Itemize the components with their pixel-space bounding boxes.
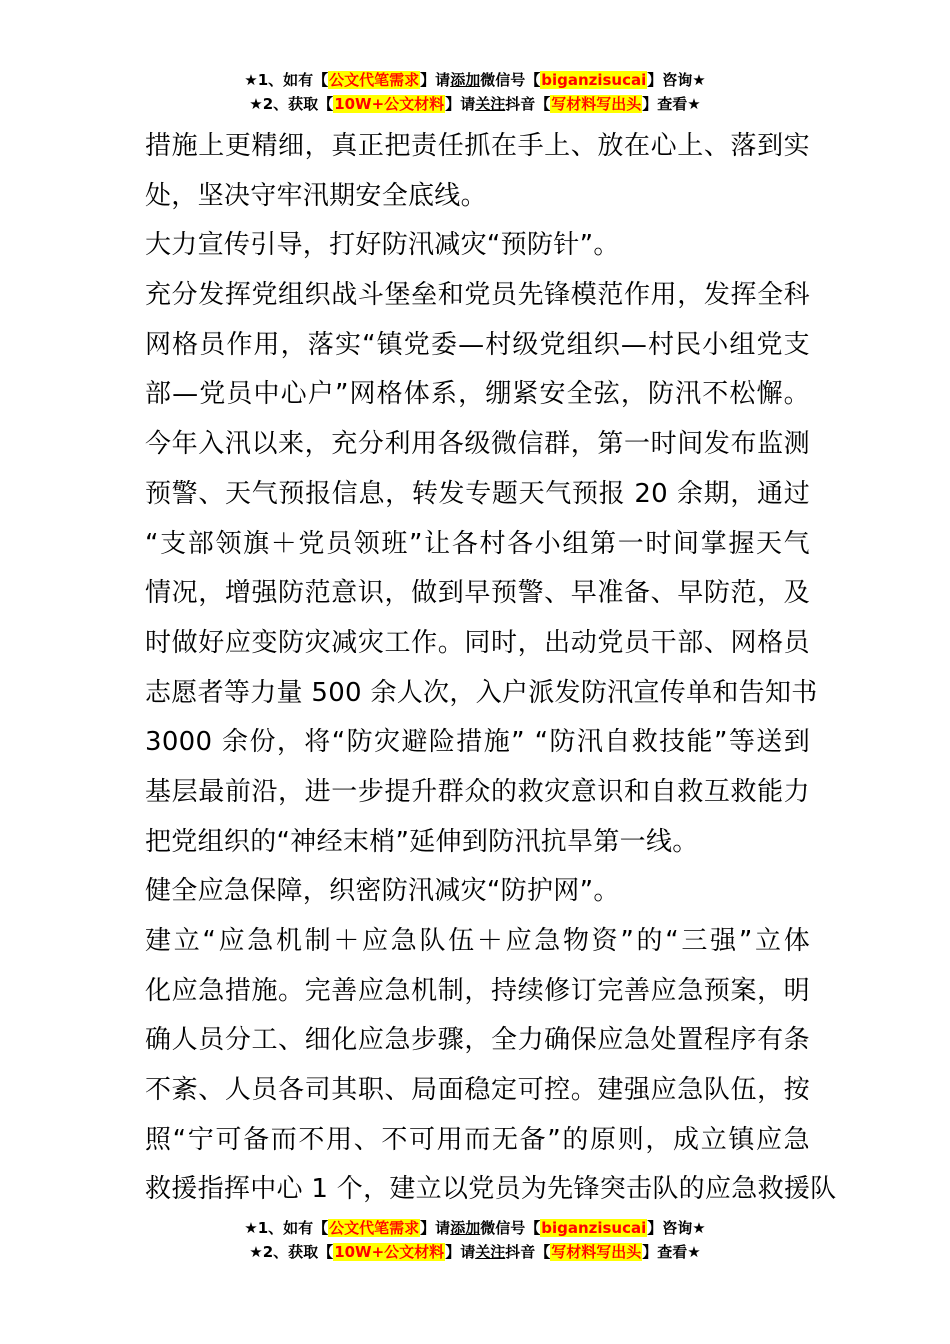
banner-text: 】查看★ (642, 95, 701, 113)
text-line: 化应急措施。完善应急机制，持续修订完善应急预案，明 (145, 975, 810, 1006)
text-line: 基层最前沿，进一步提升群众的救灾意识和自救互救能力 (145, 776, 810, 807)
banner-text: 】咨询★ (647, 71, 706, 89)
highlight-text: 公文代笔需求 (329, 71, 420, 89)
underlined-text: 添加 (450, 1219, 481, 1237)
text-line: 3000 余份，将“防灾避险措施” “防汛自救技能”等送到 (145, 727, 810, 758)
highlight-text: 公文代笔需求 (329, 1219, 420, 1237)
banner-line-2 (0, 1240, 950, 1264)
text-line: 今年入汛以来，充分利用各级微信群，第一时间发布监测 (145, 429, 810, 460)
text-line: 建立“应急机制＋应急队伍＋应急物资”的“三强”立体 (145, 926, 810, 956)
douyin-account: 写材料写出头 (551, 95, 642, 113)
section-heading: 健全应急保障，织密防汛减灾“防护网”。 (145, 876, 620, 907)
banner-text: 抖音【 (505, 95, 551, 113)
wechat-id: biganzisucai (541, 1219, 647, 1237)
text-line: “支部领旗＋党员领班”让各村各小组第一时间掌握天气 (145, 528, 810, 559)
douyin-account: 写材料写出头 (551, 1243, 642, 1261)
text-line: 情况，增强防范意识，做到早预警、早准备、早防范，及 (145, 578, 810, 609)
text-line: 救援指挥中心 1 个，建立以党员为先锋突击队的应急救援队 (145, 1174, 837, 1205)
underlined-text: 添加 (450, 71, 481, 89)
banner-text: ★2、获取【 (249, 1243, 334, 1261)
text-line: 把党组织的“神经末梢”延伸到防汛抗旱第一线。 (145, 826, 699, 857)
banner-text: 微信号【 (480, 71, 541, 89)
text-line: 照“宁可备而不用、不可用而无备”的原则，成立镇应急 (145, 1124, 810, 1155)
banner-text: 】请 (445, 1243, 476, 1261)
banner-text: ★2、获取【 (249, 95, 334, 113)
underlined-text: 关注 (475, 95, 506, 113)
text-line: 志愿者等力量 500 余人次，入户派发防汛宣传单和告知书 (145, 677, 818, 708)
banner-text: ★1、如有【 (244, 71, 329, 89)
banner-line-2 (0, 92, 950, 116)
banner-line-1 (0, 68, 950, 92)
text-line: 措施上更精细，真正把责任抓在手上、放在心上、落到实 (145, 131, 810, 161)
banner-text: 抖音【 (505, 1243, 551, 1261)
banner-text: 】请 (420, 71, 451, 89)
wechat-id: biganzisucai (541, 71, 647, 89)
banner-line-1 (0, 1216, 950, 1240)
header-banner (0, 68, 950, 116)
text-line: 确人员分工、细化应急步骤，全力确保应急处置程序有条 (145, 1025, 810, 1056)
text-line: 网格员作用，落实“镇党委—村级党组织—村民小组党支 (145, 329, 810, 360)
text-line: 处，坚决守牢汛期安全底线。 (145, 180, 487, 211)
banner-text: 】查看★ (642, 1243, 701, 1261)
banner-text: 】咨询★ (647, 1219, 706, 1237)
text-line: 预警、天气预报信息，转发专题天气预报 20 余期，通过 (145, 478, 810, 509)
text-line: 充分发挥党组织战斗堡垒和党员先锋模范作用，发挥全科 (145, 280, 810, 311)
banner-text: 】请 (420, 1219, 451, 1237)
highlight-text: 10W+公文材料 (334, 1243, 445, 1261)
text-line: 不紊、人员各司其职、局面稳定可控。建强应急队伍，按 (145, 1075, 810, 1106)
highlight-text: 10W+公文材料 (334, 95, 445, 113)
text-line: 部—党员中心户”网格体系，绷紧安全弦，防汛不松懈。 (145, 379, 810, 410)
underlined-text: 关注 (475, 1243, 506, 1261)
banner-text: 微信号【 (480, 1219, 541, 1237)
banner-text: 】请 (445, 95, 476, 113)
section-heading: 大力宣传引导，打好防汛减灾“预防针”。 (145, 230, 620, 261)
footer-banner (0, 1216, 950, 1264)
document-body (145, 122, 837, 1215)
text-line: 时做好应变防灾减灾工作。同时，出动党员干部、网格员 (145, 627, 810, 658)
banner-text: ★1、如有【 (244, 1219, 329, 1237)
